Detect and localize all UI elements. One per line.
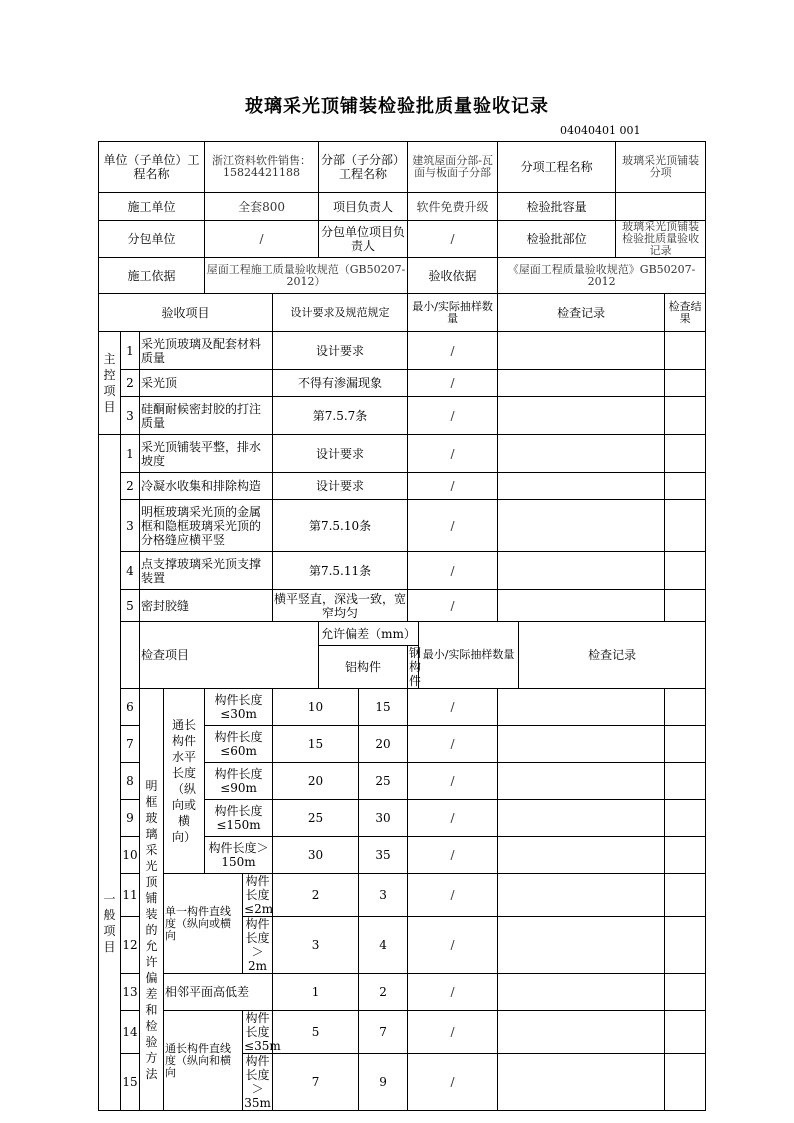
item-sampling: / — [408, 689, 498, 726]
item-sampling: / — [408, 726, 498, 763]
item-result — [665, 726, 706, 763]
item-requirement: 第7.5.7条 — [273, 397, 408, 435]
item-no: 14 — [121, 1011, 140, 1054]
tol-condition: 相邻平面高低差 — [164, 974, 273, 1011]
general-group-label: 一般项目 — [99, 435, 121, 1111]
tol-condition: 构件长度≤30m — [205, 689, 273, 726]
tol-steel-value: 35 — [359, 837, 408, 874]
item-record — [498, 874, 665, 917]
pm-value: 软件免费升级 — [408, 193, 498, 221]
item-no: 9 — [121, 800, 140, 837]
item-sampling: / — [408, 473, 498, 500]
item-result — [665, 552, 706, 590]
header-row-4 — [99, 258, 706, 294]
item-result — [665, 590, 706, 622]
item-no: 1 — [121, 332, 140, 370]
item-result — [665, 370, 706, 397]
result-header: 检查结果 — [665, 294, 706, 332]
item-no: 11 — [121, 874, 140, 917]
tol-al-value: 3 — [273, 917, 359, 974]
document-number: 04040401 001 — [560, 124, 641, 137]
item-record — [498, 763, 665, 800]
tol-condition: 构件长度＞2m — [243, 917, 273, 974]
item-sampling: / — [408, 917, 498, 974]
item-result — [665, 473, 706, 500]
tol-condition: 构件长度≤60m — [205, 726, 273, 763]
tol-al-value: 30 — [273, 837, 359, 874]
tol-condition: 构件长度＞150m — [205, 837, 273, 874]
tol-al-value: 10 — [273, 689, 359, 726]
tol-steel-value: 2 — [359, 974, 408, 1011]
item-no: 7 — [121, 726, 140, 763]
item-requirement: 设计要求 — [273, 435, 408, 473]
item-record — [498, 397, 665, 435]
tol-al-value: 5 — [273, 1011, 359, 1054]
tolerance-row — [99, 689, 706, 726]
subcontractor-label: 分包单位 — [99, 221, 205, 258]
tol-al-value: 20 — [273, 763, 359, 800]
item-result — [665, 800, 706, 837]
form-table — [98, 141, 706, 1111]
general-item-row — [99, 500, 706, 552]
basis-value: 屋面工程施工质量验收规范（GB50207-2012） — [205, 258, 408, 294]
single-straightness-group: 单一构件直线度（纵向或横向 — [164, 874, 243, 974]
batch-part-label: 检验批部位 — [498, 221, 616, 258]
item-name: 采光顶 — [140, 370, 273, 397]
basis-label: 施工依据 — [99, 258, 205, 294]
item-record — [498, 370, 665, 397]
item-record — [498, 800, 665, 837]
tol-steel-value: 9 — [359, 1054, 408, 1111]
tolerance-row — [99, 974, 706, 1011]
item-no: 6 — [121, 689, 140, 726]
item-sampling: / — [408, 397, 498, 435]
item-no: 5 — [121, 590, 140, 622]
tol-steel-value: 4 — [359, 917, 408, 974]
item-sampling: / — [408, 837, 498, 874]
tol-condition: 构件长度≤90m — [205, 763, 273, 800]
item-sampling: / — [408, 763, 498, 800]
item-result — [665, 1054, 706, 1111]
item-record — [498, 435, 665, 473]
item-result — [665, 435, 706, 473]
sub-pm-value: / — [408, 221, 498, 258]
item-no: 1 — [121, 435, 140, 473]
item-no: 8 — [121, 763, 140, 800]
tol-condition: 构件长度≤2m — [244, 874, 274, 916]
item-sampling: / — [408, 500, 498, 552]
item-name: 采光顶铺装平整，排水坡度 — [140, 435, 273, 473]
tol-al-value: 2 — [273, 874, 359, 917]
item-result — [665, 689, 706, 726]
item-record — [498, 1011, 665, 1054]
long-straightness-group: 通长构件直线度（纵向和横向 — [164, 1011, 243, 1111]
tol-al-value: 15 — [273, 726, 359, 763]
item-result — [665, 500, 706, 552]
acceptance-basis-value: 《屋面工程质量验收规范》GB50207-2012 — [498, 258, 706, 294]
item-no: 3 — [121, 500, 140, 552]
item-result — [665, 837, 706, 874]
division-value: 建筑屋面分部-瓦面与板面子分部 — [408, 142, 498, 193]
tol-condition: 构件长度≤35m — [244, 1011, 281, 1053]
acceptance-record-form — [98, 141, 704, 1110]
item-name: 密封胶缝 — [140, 590, 273, 622]
item-requirement: 设计要求 — [273, 473, 408, 500]
item-result — [665, 874, 706, 917]
general-item-row — [99, 552, 706, 590]
item-sampling: / — [408, 1054, 498, 1111]
tol-steel-value: 15 — [359, 689, 408, 726]
item-no: 15 — [121, 1054, 140, 1111]
subitem-label: 分项工程名称 — [498, 142, 616, 193]
item-no: 12 — [121, 917, 140, 974]
constructor-value: 全套800 — [205, 193, 319, 221]
pm-label: 项目负责人 — [319, 193, 408, 221]
item-no: 13 — [121, 974, 140, 1011]
item-record — [498, 552, 665, 590]
item-name: 硅酮耐候密封胶的打注质量 — [140, 397, 273, 435]
item-no: 2 — [121, 370, 140, 397]
tol-condition: 构件长度＞35m — [244, 1054, 271, 1110]
column-header-row — [99, 294, 706, 332]
tol-al-value: 7 — [273, 1054, 359, 1111]
item-sampling: / — [408, 370, 498, 397]
tol-al-value: 25 — [273, 800, 359, 837]
item-result — [665, 332, 706, 370]
item-record — [498, 689, 665, 726]
tol-al-value: 1 — [273, 974, 359, 1011]
unit-value: 浙江资料软件销售：15824421188 — [205, 142, 319, 193]
subitem-value: 玻璃采光顶铺装分项 — [616, 142, 706, 193]
item-no: 3 — [121, 397, 140, 435]
item-name: 明框玻璃采光顶的金属框和隐框玻璃采光顶的分格缝应横平竖 — [140, 500, 273, 552]
item-record — [498, 837, 665, 874]
item-sampling: / — [408, 1011, 498, 1054]
subcontractor-value: / — [205, 221, 319, 258]
page-title: 玻璃采光顶铺装检验批质量验收记录 — [245, 96, 549, 117]
batch-part-value: 玻璃采光顶铺装检验批质量验收记录 — [616, 221, 706, 258]
constructor-label: 施工单位 — [99, 193, 205, 221]
item-record — [498, 590, 665, 622]
item-record — [498, 1054, 665, 1111]
batch-capacity-value — [616, 193, 706, 221]
item-requirement: 设计要求 — [273, 332, 408, 370]
item-result — [665, 763, 706, 800]
tolerance-row — [99, 1011, 706, 1054]
item-sampling: / — [408, 590, 498, 622]
sub-pm-label: 分包单位项目负责人 — [319, 221, 408, 258]
tol-steel-value: 20 — [359, 726, 408, 763]
item-record — [498, 974, 665, 1011]
item-no: 4 — [121, 552, 140, 590]
sampling-header: 最小/实际抽样数量 — [408, 294, 498, 332]
item-requirement: 第7.5.11条 — [273, 552, 408, 590]
tolerance-row — [99, 874, 706, 917]
unit-label: 单位（子单位）工程名称 — [99, 142, 205, 193]
item-name: 点支撑玻璃采光顶支撑装置 — [140, 552, 273, 590]
item-result — [665, 917, 706, 974]
item-requirement: 不得有渗漏现象 — [273, 370, 408, 397]
general-item-row — [99, 590, 706, 622]
item-record — [498, 473, 665, 500]
item-result — [665, 397, 706, 435]
tol-steel-value: 3 — [359, 874, 408, 917]
item-no: 2 — [121, 473, 140, 500]
tol-check-item-corner — [121, 622, 140, 689]
header-row-2 — [99, 193, 706, 221]
item-name: 采光顶玻璃及配套材料质量 — [140, 332, 273, 370]
tolerance-header-row-1 — [99, 622, 706, 646]
design-header: 设计要求及规范规定 — [273, 294, 408, 332]
acceptance-basis-label: 验收依据 — [408, 258, 498, 294]
tol-steel-value: 7 — [359, 1011, 408, 1054]
item-sampling: / — [408, 974, 498, 1011]
horizontal-length-group: 通长构件水平长度（纵向或横向） — [164, 689, 205, 874]
item-sampling: / — [408, 552, 498, 590]
division-label: 分部（子分部）工程名称 — [319, 142, 408, 193]
main-item-row — [99, 332, 706, 370]
item-result — [665, 1011, 706, 1054]
header-row-1 — [99, 142, 706, 193]
items-header: 验收项目 — [99, 294, 273, 332]
main-item-row — [99, 370, 706, 397]
tol-sampling-header: 最小/实际抽样数量 — [419, 622, 519, 689]
steel-header: 钢构件 — [409, 646, 422, 688]
main-item-row — [99, 397, 706, 435]
tol-steel-value: 30 — [359, 800, 408, 837]
item-sampling: / — [408, 332, 498, 370]
item-requirement: 第7.5.10条 — [273, 500, 408, 552]
tol-group-label: 明框玻璃采光顶铺装的允许偏差和检验方法 — [140, 689, 164, 1111]
item-sampling: / — [408, 435, 498, 473]
item-no: 10 — [121, 837, 140, 874]
general-item-row — [99, 435, 706, 473]
item-record — [498, 500, 665, 552]
item-result — [665, 974, 706, 1011]
item-record — [498, 332, 665, 370]
header-row-3 — [99, 221, 706, 258]
main-group-label: 主控项目 — [99, 332, 121, 435]
tol-check-item-header: 检查项目 — [140, 622, 319, 689]
al-header: 铝构件 — [319, 646, 408, 689]
tol-steel-value: 25 — [359, 763, 408, 800]
item-record — [498, 726, 665, 763]
general-item-row — [99, 473, 706, 500]
item-name: 冷凝水收集和排除构造 — [140, 473, 273, 500]
tol-record-header: 检查记录 — [519, 622, 706, 689]
tol-condition: 构件长度≤150m — [205, 800, 273, 837]
record-header: 检查记录 — [498, 294, 665, 332]
item-requirement: 横平竖直，深浅一致，宽窄均匀 — [274, 591, 407, 620]
item-record — [498, 917, 665, 974]
batch-capacity-label: 检验批容量 — [498, 193, 616, 221]
item-sampling: / — [408, 874, 498, 917]
tol-allow-header: 允许偏差（mm） — [319, 622, 419, 646]
item-sampling: / — [408, 800, 498, 837]
